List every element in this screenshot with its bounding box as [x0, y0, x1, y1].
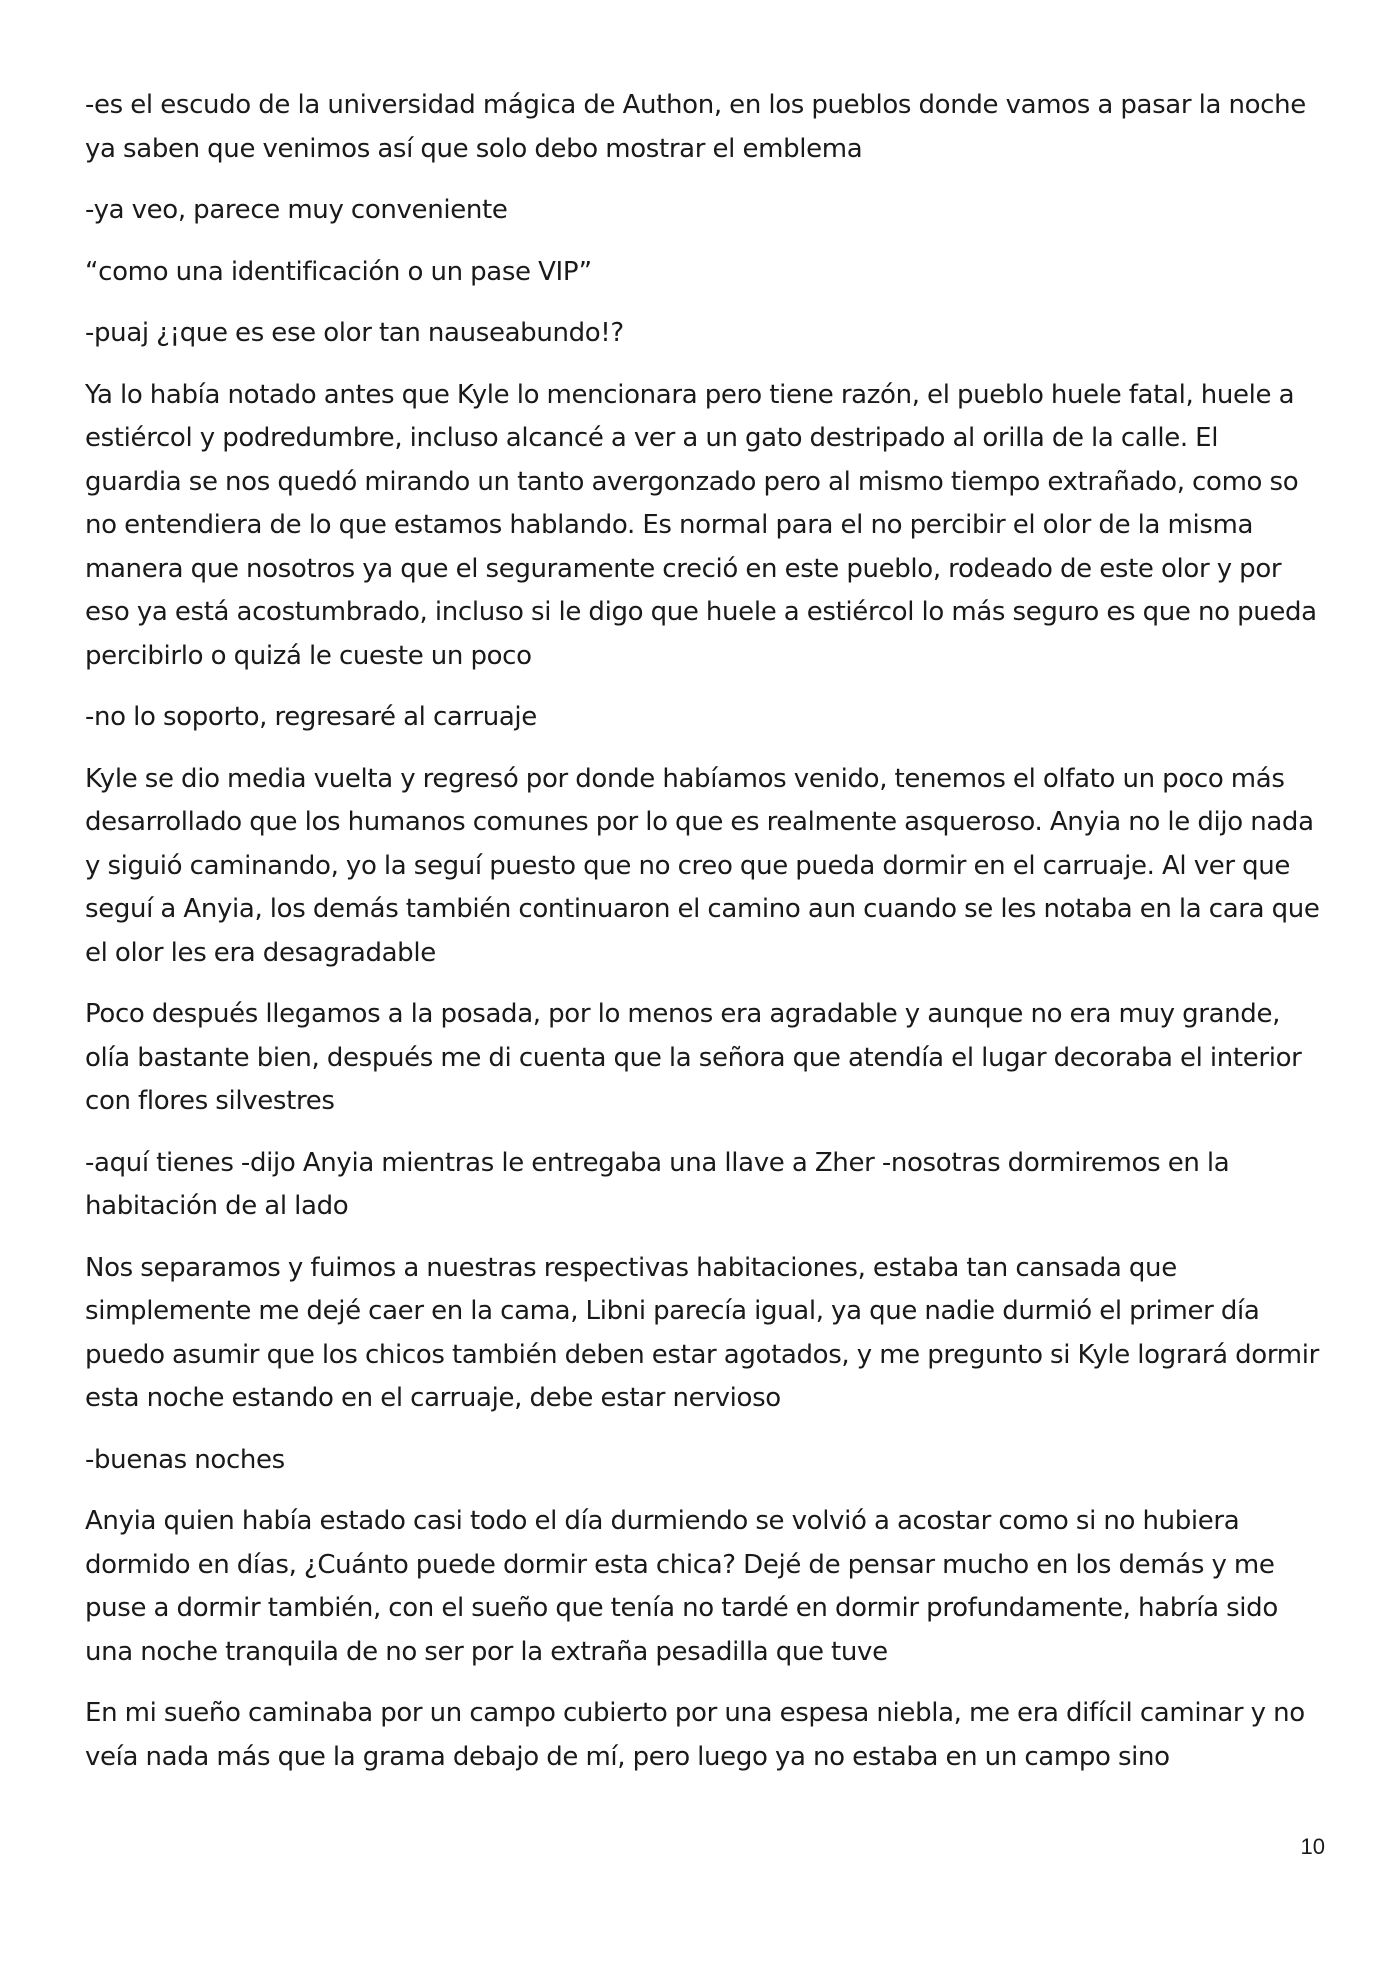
paragraph: -no lo soporto, regresaré al carruaje	[85, 702, 537, 732]
paragraph: -es el escudo de la universidad mágica de Authon, en los pueblos donde vamos a pasar la noche ya saben que venimos así que solo debo mostrar el emblema	[85, 90, 1306, 164]
paragraph: “como una identificación o un pase VIP”	[85, 256, 592, 287]
paragraph: Kyle se dio media vuelta y regresó por donde habíamos venido, tenemos el olfato un poco más desarrollado que los humanos comunes por lo que es realmente asqueroso. Anyia no le dijo nada y siguió caminando, yo la seguí puesto que no creo que pueda dormir en el carruaje. Al ver que seguí a Anyia, los demás también continuaron el camino aun cuando se les notaba en la cara que el olor les era desagradable	[85, 763, 1320, 968]
page-number: 10	[1300, 1834, 1325, 1859]
paragraph: Poco después llegamos a la posada, por lo menos era agradable y aunque no era muy grande, olía bastante bien, después me di cuenta que la señora que atendía el lugar decoraba el interior con flores silvestres	[85, 999, 1302, 1116]
paragraph: Nos separamos y fuimos a nuestras respectivas habitaciones, estaba tan cansada que simplemente me dejé caer en la cama, Libni parecía igual, ya que nadie durmió el primer día puedo asumir que los chicos también deben estar agotados, y me pregunto si Kyle logrará dormir esta noche estando en el carruaje, debe estar nervioso	[85, 1252, 1319, 1413]
body-text	[85, 84, 1320, 1797]
paragraph: Anyia quien había estado casi todo el día durmiendo se volvió a acostar como si no hubiera dormido en días, ¿Cuánto puede dormir esta chica? Dejé de pensar mucho en los demás y me puse a dormir también, con el sueño que tenía no tardé en dormir profundamente, habría sido una noche tranquila de no ser por la extraña pesadilla que tuve	[85, 1506, 1278, 1667]
paragraph: -puaj ¿¡que es ese olor tan nauseabundo!?	[85, 318, 624, 348]
paragraph: En mi sueño caminaba por un campo cubierto por una espesa niebla, me era difícil caminar y no veía nada más que la grama debajo de mí, pero luego ya no estaba en un campo sino	[85, 1698, 1305, 1772]
paragraph: -aquí tienes -dijo Anyia mientras le entregaba una llave a Zher -nosotras dormiremos en la habitación de al lado	[85, 1147, 1230, 1221]
paragraph: Ya lo había notado antes que Kyle lo mencionara pero tiene razón, el pueblo huele fatal, huele a estiércol y podredumbre, incluso alcancé a ver a un gato destripado al orilla de la calle. El guardia se nos quedó mirando un tanto avergonzado pero al mismo tiempo extrañado, como so no entendiera de lo que estamos hablando. Es normal para el no percibir el olor de la misma manera que nosotros ya que el seguramente creció en este pueblo, rodeado de este olor y por eso ya está acostumbrado, incluso si le digo que huele a estiércol lo más seguro es que no pueda percibirlo o quizá le cueste un poco	[85, 379, 1317, 671]
paragraph: -buenas noches	[85, 1444, 285, 1475]
paragraph: -ya veo, parece muy conveniente	[85, 195, 508, 225]
